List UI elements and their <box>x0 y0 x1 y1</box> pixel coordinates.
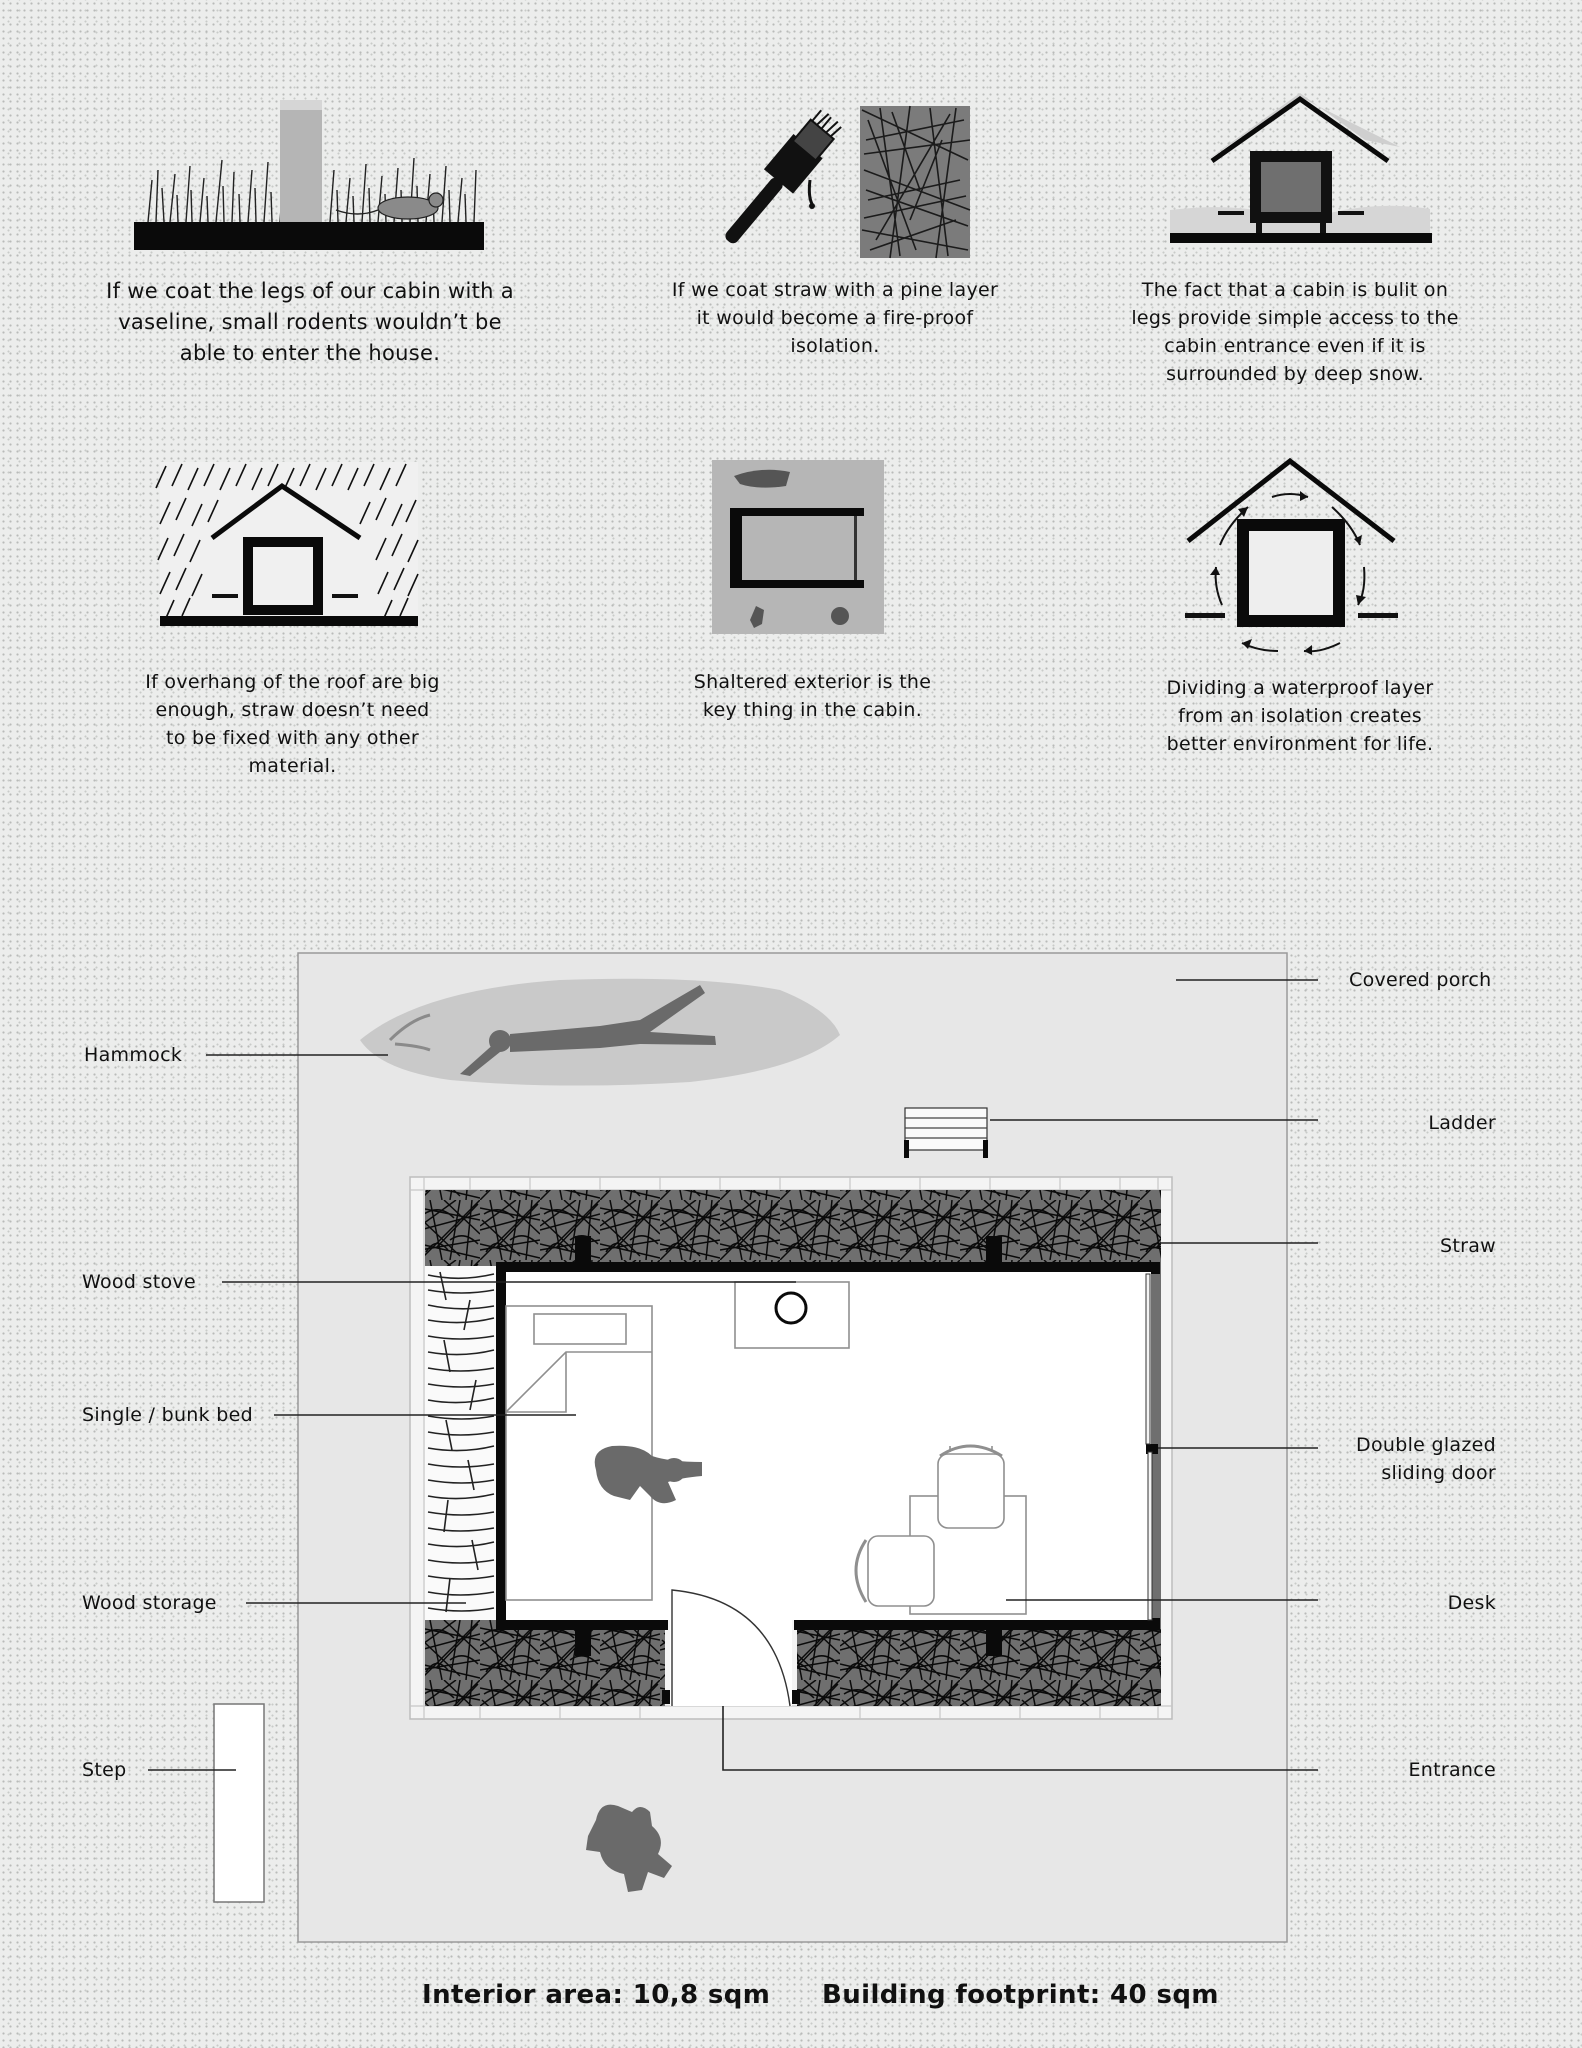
label-straw: Straw <box>1439 1235 1496 1257</box>
caption-legs-snow: The fact that a cabin is bulit on legs provide simple access to the cabin entrance even if it is surrounded by deep snow. <box>1131 279 1459 385</box>
straw-wall-top <box>425 1190 1161 1266</box>
straw-wall-bottom-left <box>425 1620 665 1706</box>
label-step: Step <box>82 1759 127 1781</box>
step <box>214 1704 264 1902</box>
caption-pine-layer: If we coat straw with a pine layer it would become a fire-proof isolation. <box>671 279 999 357</box>
label-bed: Single / bunk bed <box>82 1404 253 1426</box>
label-sliding-door-line2: sliding door <box>1381 1462 1496 1484</box>
caption-waterproof-layer: Dividing a waterproof layer from an isolation creates better environment for life. <box>1166 677 1434 755</box>
wood-storage <box>425 1266 496 1620</box>
label-hammock: Hammock <box>84 1044 183 1066</box>
entrance-door <box>670 1590 792 1706</box>
label-entrance: Entrance <box>1408 1759 1496 1781</box>
ladder-figure <box>904 1108 988 1158</box>
caption-sheltered-exterior: Shaltered exterior is the key thing in the cabin. <box>693 671 932 721</box>
label-wood-storage: Wood storage <box>82 1592 217 1614</box>
label-wood-stove: Wood stove <box>82 1271 196 1293</box>
straw-wall-bottom-right <box>797 1620 1161 1706</box>
label-desk: Desk <box>1447 1592 1496 1614</box>
label-ladder: Ladder <box>1428 1112 1496 1134</box>
building-footprint: Building footprint: 40 sqm <box>822 1980 1219 2010</box>
label-covered-porch: Covered porch <box>1349 969 1492 991</box>
interior-area: Interior area: 10,8 sqm <box>422 1980 771 2010</box>
label-sliding-door-line1: Double glazed <box>1356 1434 1496 1456</box>
caption-roof-overhang: If overhang of the roof are big enough, straw doesn’t need to be fixed with any other material. <box>145 671 440 777</box>
caption-vaseline-legs: If we coat the legs of our cabin with a vaseline, small rodents wouldn’t be able to enter the house. <box>106 279 514 365</box>
